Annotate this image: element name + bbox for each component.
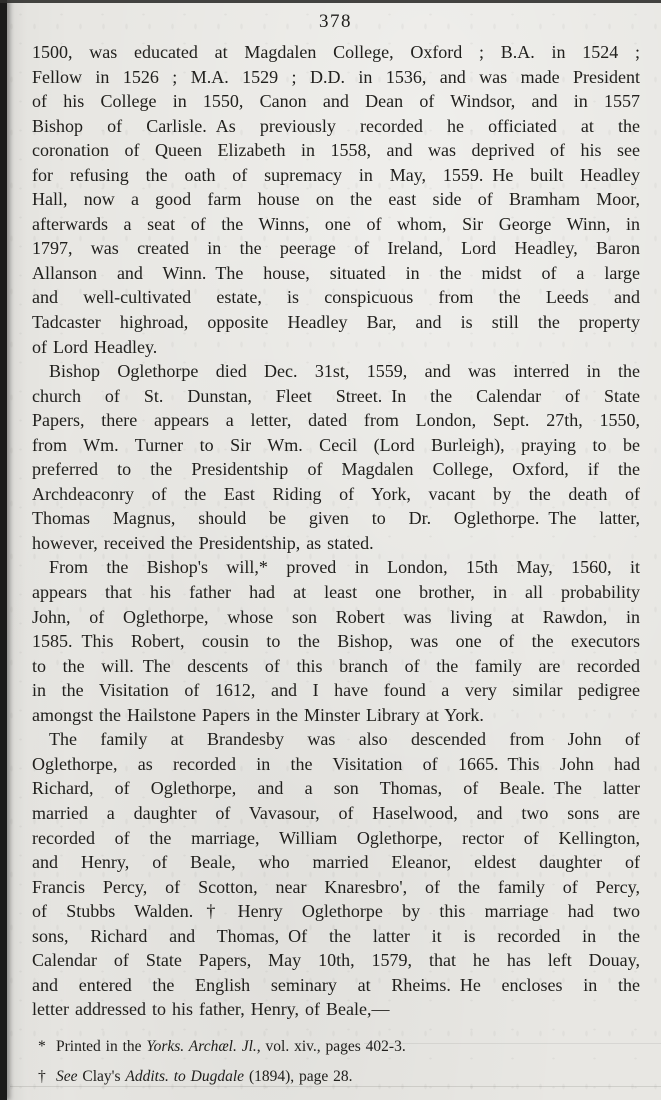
footnote-marker: †	[38, 1067, 46, 1085]
text-line: Archdeaconry of the East Riding of York, vacant by the death of	[32, 483, 640, 504]
text-line: The family at Brandesby was also descended from John of	[49, 729, 640, 750]
text-line: From the Bishop's will,* proved in London, 15th May, 1560, it	[49, 557, 640, 578]
text-line: letter addressed to his father, Henry, of Beale,—	[32, 999, 390, 1020]
text-line: preferred to the Presidentship of Magdalen College, Oxford, if the	[32, 459, 640, 480]
text-line: Fellow in 1526 ; M.A. 1529 ; D.D. in 1536, and was made President	[32, 66, 640, 87]
footnote-marker: *	[38, 1037, 46, 1055]
text-line: and well-cultivated estate, is conspicuous from the Leeds and	[32, 287, 640, 308]
text-line: 1797, was created in the peerage of Ireland, Lord Headley, Baron	[32, 238, 640, 259]
footnotes	[38, 1037, 640, 1087]
text-line: 1585. This Robert, cousin to the Bishop, was one of the executors	[32, 631, 640, 652]
paragraph	[32, 727, 640, 1022]
text-line: in the Visitation of 1612, and I have found a very similar pedigree	[32, 680, 640, 701]
text-line: of his College in 1550, Canon and Dean of Windsor, and in 1557	[32, 91, 640, 112]
scan-edge-top	[0, 0, 661, 3]
text-line: Thomas Magnus, should be given to Dr. Oglethorpe. The latter,	[32, 508, 640, 529]
text-line: Bishop of Carlisle. As previously recorded he officiated at the	[32, 115, 640, 136]
text-line: Papers, there appears a letter, dated from London, Sept. 27th, 1550,	[32, 410, 640, 431]
text-line: Francis Percy, of Scotton, near Knaresbro', of the family of Percy,	[32, 876, 640, 897]
scan-edge-left	[0, 0, 7, 1100]
text-line: church of St. Dunstan, Fleet Street. In the Calendar of State	[32, 385, 640, 406]
paragraph	[32, 555, 640, 727]
text-line: Hall, now a good farm house on the east side of Bramham Moor,	[32, 189, 640, 210]
paragraph	[32, 359, 640, 555]
text-line: of Stubbs Walden.† Henry Oglethorpe by this marriage had two	[32, 901, 640, 922]
footnote-text: Printed in the Yorks. Archæl. Jl., vol. xiv., pages 402-3.	[56, 1037, 406, 1055]
text-line: afterwards a seat of the Winns, one of whom, Sir George Winn, in	[32, 213, 640, 234]
text-line: Richard, of Oglethorpe, and a son Thomas, of Beale. The latter	[32, 778, 640, 799]
footnote	[38, 1067, 640, 1087]
text-line: to the will. The descents of this branch of the family are recorded	[32, 655, 640, 676]
text-line: Tadcaster highroad, opposite Headley Bar, and is still the property	[32, 312, 640, 333]
text-line: recorded of the marriage, William Oglethorpe, rector of Kellington,	[32, 827, 640, 848]
text-line: however, received the Presidentship, as stated.	[32, 532, 374, 553]
text-line: Bishop Oglethorpe died Dec. 31st, 1559, and was interred in the	[49, 361, 640, 382]
text-line: of Lord Headley.	[32, 336, 158, 357]
text-line: John, of Oglethorpe, whose son Robert was living at Rawdon, in	[32, 606, 640, 627]
text-line: appears that his father had at least one brother, in all probability	[32, 582, 640, 603]
footnote-text: See Clay's Addits. to Dugdale (1894), page 28.	[56, 1067, 353, 1085]
paragraph	[32, 40, 640, 359]
text-line: Oglethorpe, as recorded in the Visitation of 1665. This John had	[32, 753, 640, 774]
page-number: 378	[319, 11, 352, 32]
text-line: for refusing the oath of supremacy in May, 1559. He built Headley	[32, 164, 640, 185]
text-line: and Henry, of Beale, who married Eleanor, eldest daughter of	[32, 852, 640, 873]
text-line: sons, Richard and Thomas, Of the latter it is recorded in the	[32, 925, 640, 946]
text-line: and entered the English seminary at Rheims. He encloses in the	[32, 974, 640, 995]
footnote	[38, 1037, 640, 1057]
text-line: amongst the Hailstone Papers in the Minster Library at York.	[32, 704, 484, 725]
scan-crease-line	[10, 1086, 661, 1087]
text-line: married a daughter of Vavasour, of Haselwood, and two sons are	[32, 802, 640, 823]
scan-crease-line	[364, 1043, 661, 1044]
text-line: 1500, was educated at Magdalen College, Oxford ; B.A. in 1524 ;	[32, 42, 640, 62]
text-line: Allanson and Winn. The house, situated in the midst of a large	[32, 262, 640, 283]
text-line: Calendar of State Papers, May 10th, 1579, that he has left Douay,	[32, 950, 640, 971]
text-line: coronation of Queen Elizabeth in 1558, and was deprived of his see	[32, 140, 640, 161]
body-text	[32, 40, 640, 1022]
text-line: from Wm. Turner to Sir Wm. Cecil (Lord Burleigh), praying to be	[32, 434, 640, 455]
